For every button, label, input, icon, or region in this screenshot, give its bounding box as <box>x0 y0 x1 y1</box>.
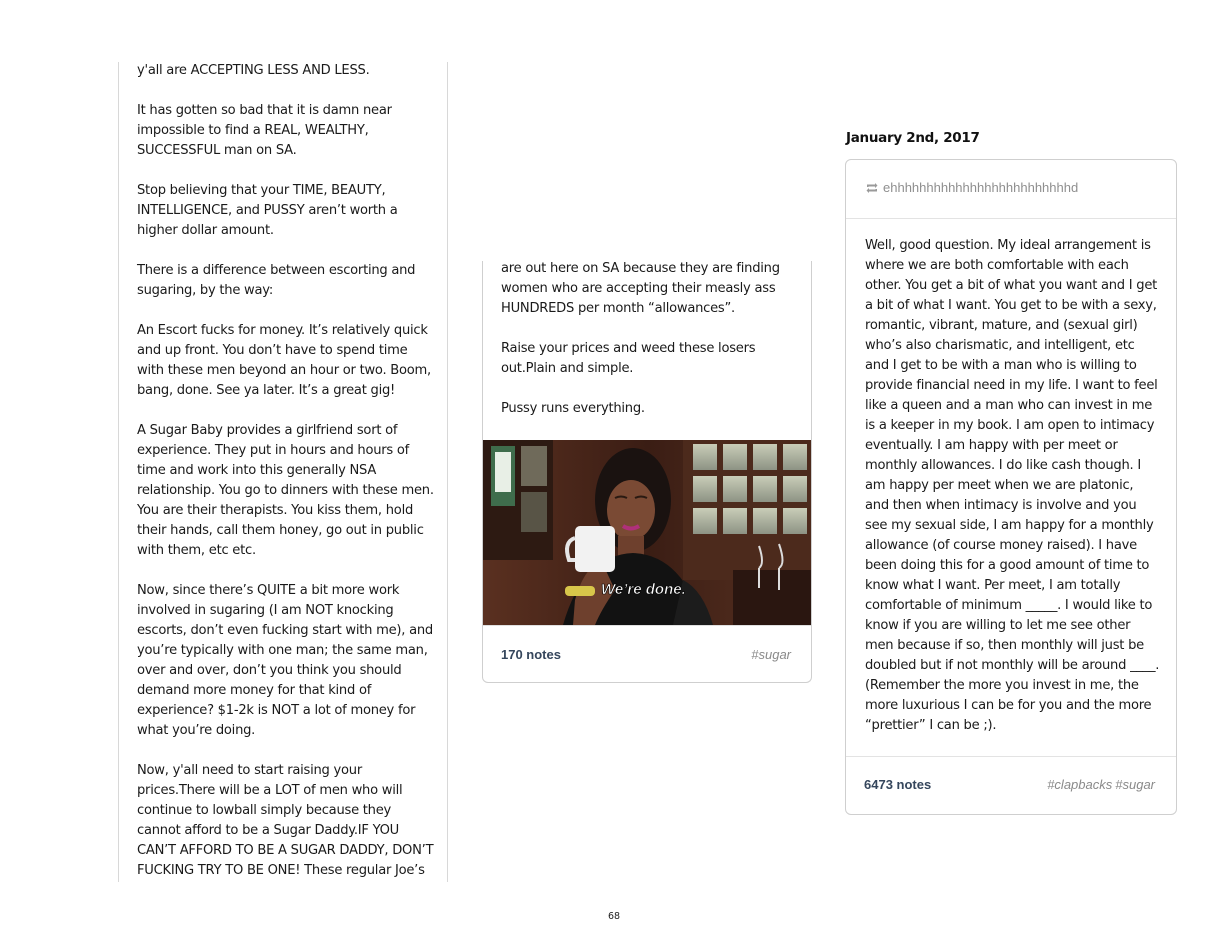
post-date-heading: January 2nd, 2017 <box>846 130 980 146</box>
right-post-body <box>865 236 1161 736</box>
reaction-gif <box>483 440 812 625</box>
reblog-icon <box>865 182 879 194</box>
gif-caption: We’re done. <box>601 581 686 598</box>
middle-notes-link[interactable]: 170 notes <box>501 647 561 662</box>
reblog-header <box>846 160 1176 219</box>
right-paragraph: Well, good question. My ideal arrangement is where we are both comfortable with each other. You get a bit of what you want and I get a bit of what I want. You get to be with a sexy, romantic, vibrant, mature, and (sexual girl) who’s also charismatic, and intelligent, etc and I get to be with a man who is willing to provide financial need in my life. I want to feel like a queen and a man who can invest in me is a keeper in my book. I am open to intimacy eventually. I am happy with per meet or monthly allowances. I do like cash though. I am happy per meet when we are platonic, and then when intimacy is involve and you see my sexual side, I am happy for a monthly allowance (of course money raised). I have been doing this for a good amount of time to know what I want. Per meet, I am totally comfortable of minimum _____. I would like to know if you are willing to let me see other men because if so, then monthly will just be doubled but if not monthly will be around ____. (Remember the more you invest in me, the more luxurious I can be for you and the more “prettier” I can be ;). <box>865 238 1160 733</box>
tag-link[interactable]: #clapbacks <box>1047 777 1113 792</box>
right-post-card <box>845 159 1177 815</box>
left-paragraph: It has gotten so bad that it is damn near impossible to find a REAL, WEALTHY, SUCCESSFUL man on SA. <box>137 103 392 158</box>
page-number: 68 <box>607 911 621 922</box>
left-paragraph: There is a difference between escorting and sugaring, by the way: <box>137 263 416 298</box>
left-paragraph: Stop believing that your TIME, BEAUTY, INTELLIGENCE, and PUSSY aren’t worth a higher dollar amount. <box>137 183 398 238</box>
tag-link[interactable]: #sugar <box>1115 777 1155 792</box>
middle-post-body <box>501 261 801 419</box>
middle-post-card <box>482 261 812 683</box>
left-post-body <box>137 62 437 881</box>
left-paragraph: Now, y'all need to start raising your prices.There will be a LOT of men who will continue to lowball simply because they cannot afford to be a Sugar Daddy.IF YOU CAN’T AFFORD TO BE A SUGAR DADDY, DON’T FUCKING TRY TO BE ONE! These regular Joe’s <box>137 763 434 878</box>
left-paragraph: y'all are ACCEPTING LESS AND LESS. <box>137 63 370 78</box>
middle-post-tags <box>751 647 791 662</box>
left-post-column <box>118 62 448 882</box>
right-notes-link[interactable]: 6473 notes <box>864 777 932 792</box>
middle-paragraph: are out here on SA because they are finding women who are accepting their measly ass HUNDREDS per month “allowances”. <box>501 261 780 316</box>
reaction-gif-image <box>483 440 812 625</box>
middle-post-footer <box>483 625 811 683</box>
left-paragraph: Now, since there’s QUITE a bit more work involved in sugaring (I am NOT knocking escorts, don’t even fucking start with me), and you’re typically with one man; the same man, over and over, don’t you think you should demand more money for that kind of experience? $1-2k is NOT a lot of money for what you’re doing. <box>137 583 433 738</box>
reblogged-from-username[interactable]: ehhhhhhhhhhhhhhhhhhhhhhhhhd <box>883 180 1079 195</box>
right-post-tags <box>1047 777 1155 792</box>
tag-link[interactable]: #sugar <box>751 647 791 662</box>
middle-paragraph: Raise your prices and weed these losers out.Plain and simple. <box>501 341 756 376</box>
right-post-footer <box>846 756 1176 815</box>
left-paragraph: A Sugar Baby provides a girlfriend sort of experience. They put in hours and hours of time and work into this generally NSA relationship. You go to dinners with these men. You are their therapists. You kiss them, hold their hands, call them honey, go out in public with them, etc etc. <box>137 423 434 558</box>
middle-paragraph: Pussy runs everything. <box>501 401 645 416</box>
left-paragraph: An Escort fucks for money. It’s relatively quick and up front. You don’t have to spend time with these men beyond an hour or two. Boom, bang, done. See ya later. It’s a great gig! <box>137 323 431 398</box>
